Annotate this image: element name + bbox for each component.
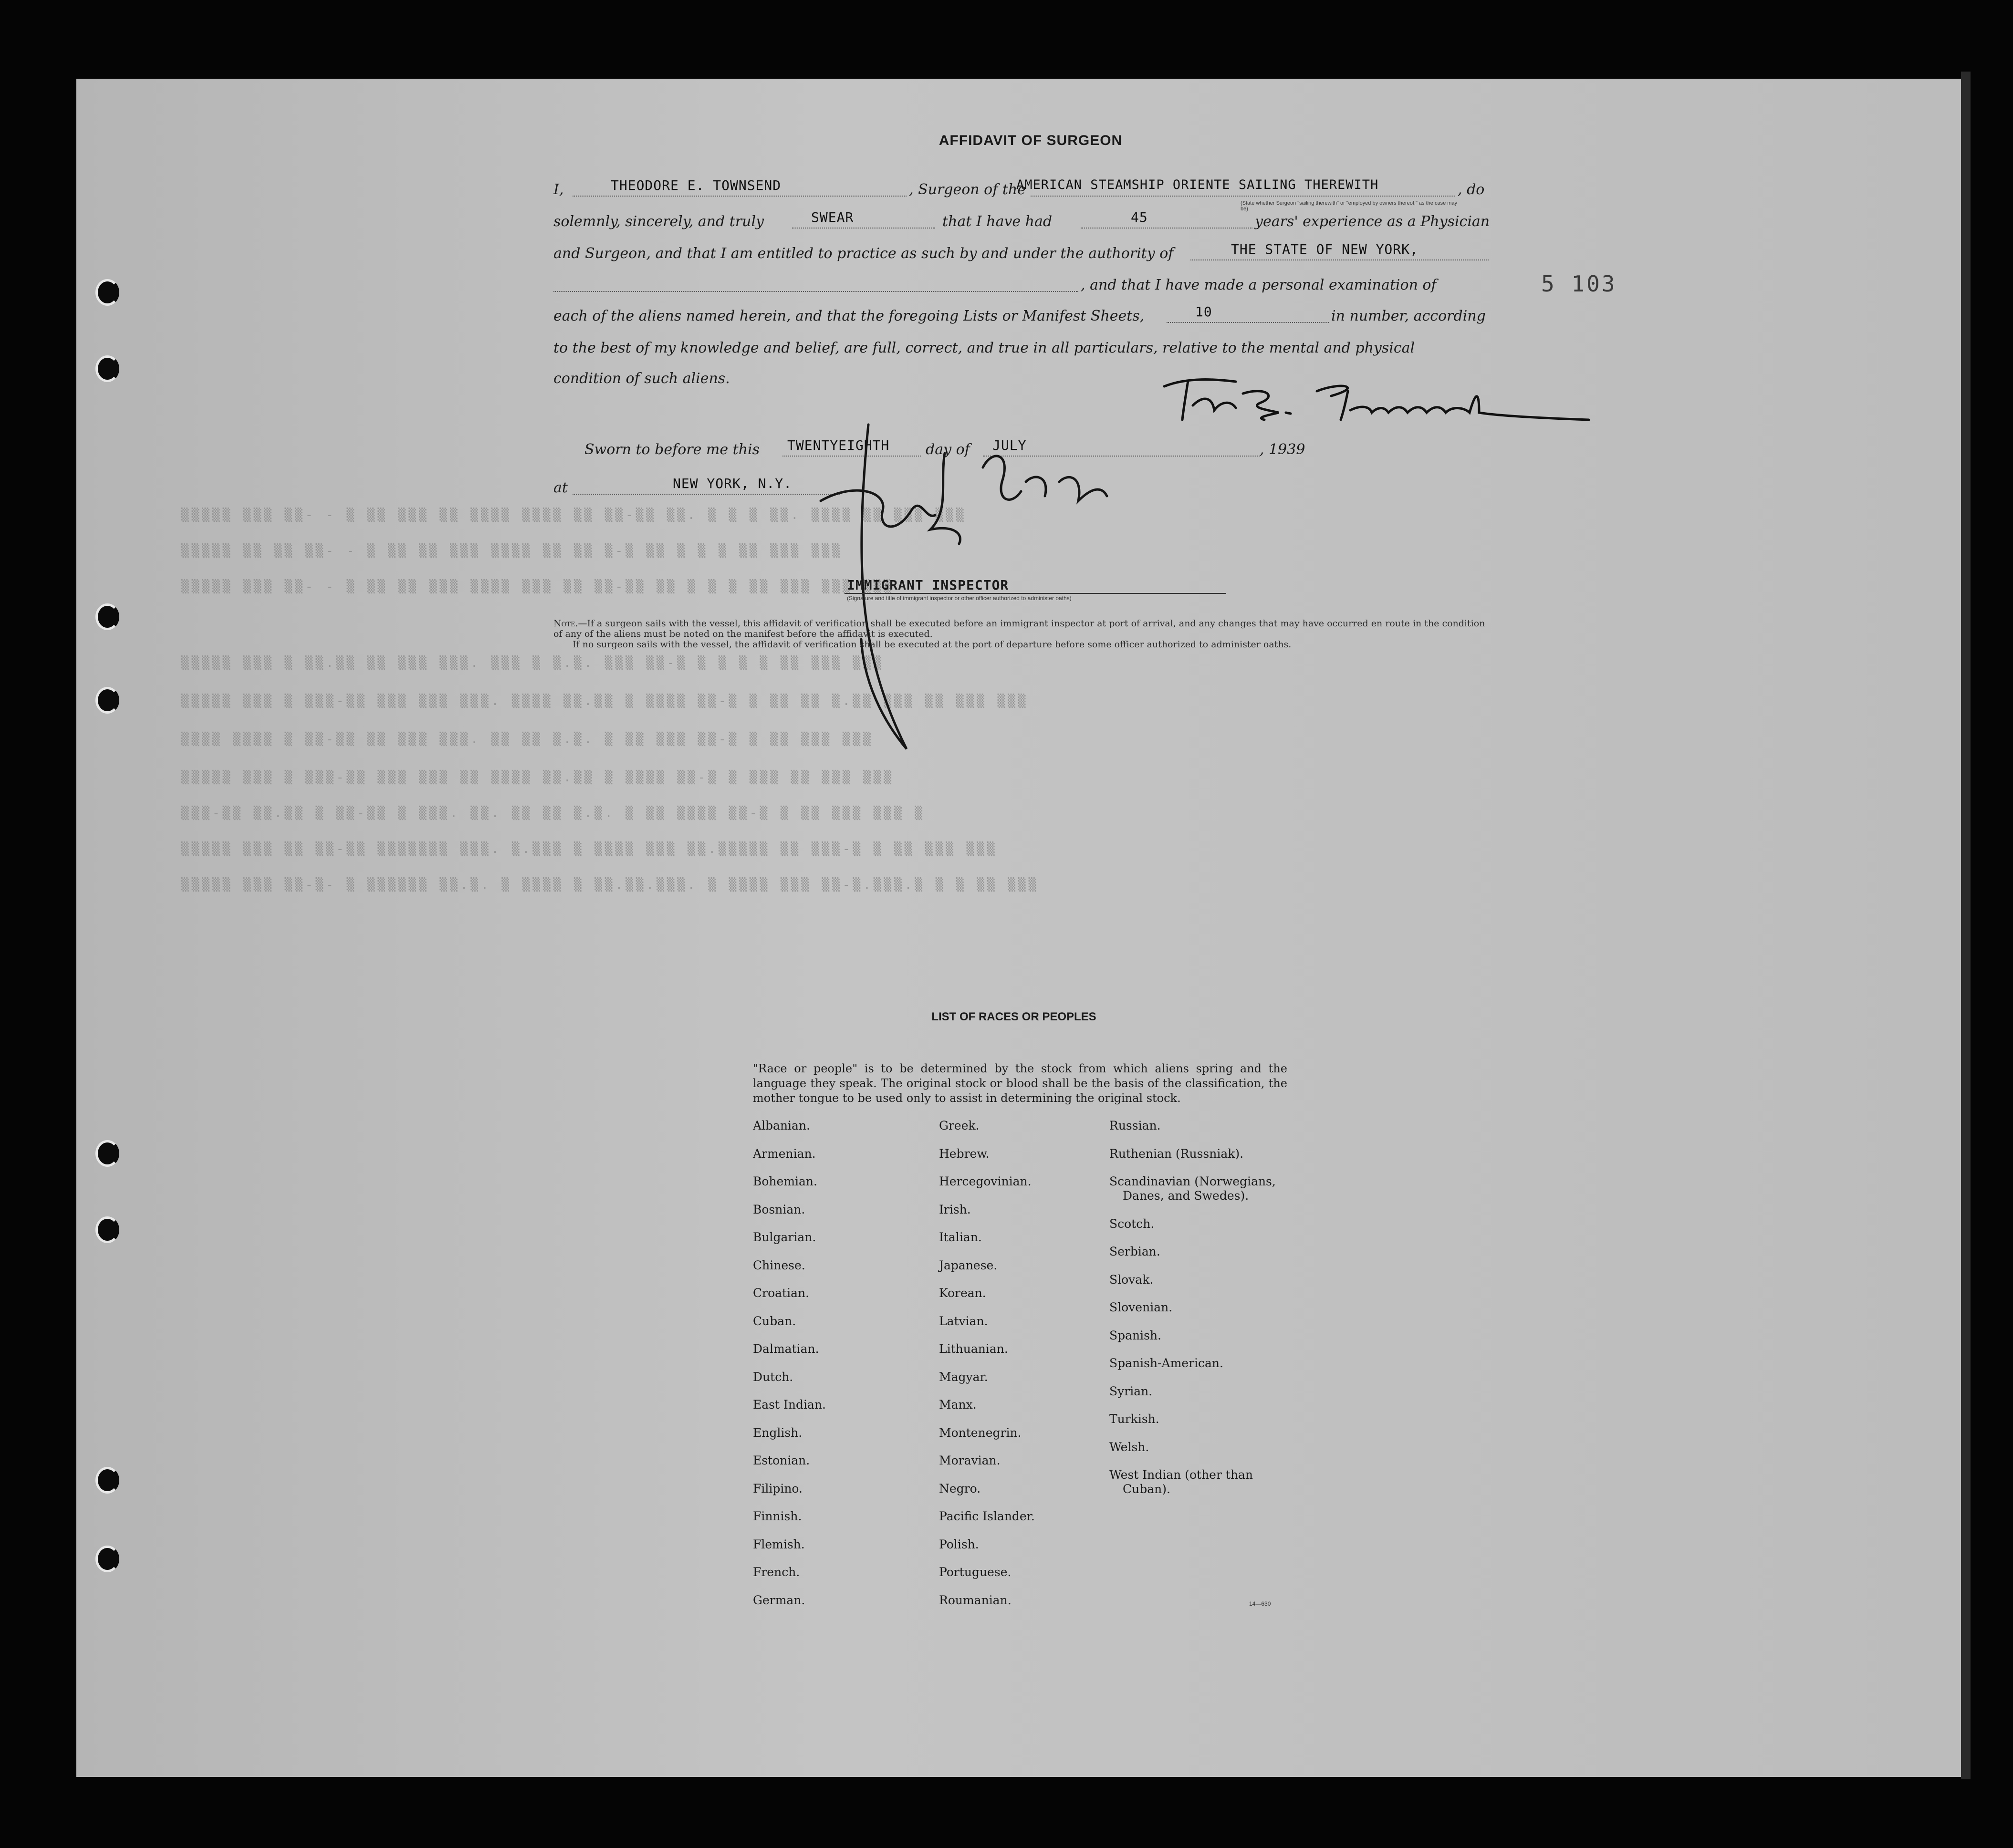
- race-item: Pacific Islander.: [939, 1509, 1035, 1523]
- years-experience: 45: [1131, 209, 1148, 225]
- race-item: Dalmatian.: [753, 1342, 819, 1356]
- sworn-month: JULY: [992, 437, 1027, 453]
- race-item: Polish.: [939, 1537, 979, 1551]
- race-item: Flemish.: [753, 1537, 805, 1551]
- race-item: Moravian.: [939, 1453, 1001, 1467]
- races-intro: "Race or people" is to be determined by the stock from which aliens spring and the language they speak. The original stock or blood shall be the basis of the classification, the mother tongue to be used only to assist in determining the original stock.: [753, 1062, 1287, 1105]
- races-column-2: [939, 1119, 1035, 1621]
- race-item: Chinese.: [753, 1258, 805, 1272]
- race-item: Albanian.: [753, 1119, 811, 1132]
- bleed-through-row: ▒▒▒-▒▒ ▒▒.▒▒ ▒ ▒▒-▒▒ ▒ ▒▒▒. ▒▒. ▒▒ ▒▒ ▒.▒. ▒ ▒▒ ▒▒▒▒ ▒▒-▒ ▒ ▒▒ ▒▒▒ ▒▒▒ ▒: [181, 806, 926, 820]
- race-item: Russian.: [1109, 1119, 1161, 1132]
- race-item: Slovak.: [1109, 1272, 1154, 1287]
- affidavit-line-4: [553, 277, 1489, 298]
- page-edge: [1961, 72, 1971, 1779]
- race-item: Magyar.: [939, 1370, 988, 1384]
- race-item: Spanish-American.: [1109, 1356, 1223, 1370]
- race-item: West Indian (other than: [1109, 1468, 1253, 1482]
- race-item: Roumanian.: [939, 1593, 1012, 1607]
- inspector-caption: (Signature and title of immigrant inspector or other officer authorized to administer oaths): [847, 595, 1072, 602]
- note-text: —If a surgeon sails with the vessel, this affidavit of verification shall be executed before an immigrant inspector at port of arrival, and any changes that may have occurred en route in the condition of any of the aliens must be noted on the manifest before the affidavit is executed.: [553, 618, 1485, 639]
- race-item: Croatian.: [753, 1286, 810, 1300]
- vessel-name: AMERICAN STEAMSHIP ORIENTE SAILING THEREWITH: [1016, 177, 1379, 192]
- affidavit-line-2: [553, 209, 1490, 234]
- races-title: LIST OF RACES OR PEOPLES: [931, 1010, 1096, 1023]
- binder-hole-icon: [95, 279, 119, 306]
- form-number: 14—630: [1249, 1600, 1271, 1607]
- race-item: Hebrew.: [939, 1146, 990, 1161]
- sworn-middle: day of: [926, 441, 970, 458]
- bleed-through-row: ▒▒▒▒▒ ▒▒▒ ▒▒ ▒▒-▒▒ ▒▒▒▒▒▒▒ ▒▒▒. ▒.▒▒▒ ▒ ▒▒▒▒ ▒▒▒ ▒▒.▒▒▒▒▒ ▒▒ ▒▒▒-▒ ▒ ▒▒ ▒▒▒ ▒▒▒: [181, 842, 998, 856]
- race-item: Turkish.: [1109, 1412, 1159, 1426]
- race-item: German.: [753, 1593, 805, 1607]
- affidavit-line-6: to the best of my knowledge and belief, are full, correct, and true in all particulars, relative to the mental and physical: [553, 340, 1415, 356]
- vessel-field-caption: (State whether Surgeon "sailing therewith" or "employed by owners thereof," as the case may be): [1241, 200, 1458, 212]
- oath-word: SWEAR: [811, 209, 854, 225]
- bleed-through-row: ▒▒▒▒▒ ▒▒▒ ▒ ▒▒▒-▒▒ ▒▒▒ ▒▒▒ ▒▒▒. ▒▒▒▒ ▒▒.▒▒ ▒ ▒▒▒▒ ▒▒-▒ ▒ ▒▒ ▒▒ ▒.▒▒ ▒▒▒ ▒▒ ▒▒▒ ▒▒▒: [181, 694, 1029, 708]
- line3-prefix: and Surgeon, and that I am entitled to practice as such by and under the authority of: [553, 245, 1174, 262]
- bleed-through-row: ▒▒▒▒▒ ▒▒▒ ▒ ▒▒.▒▒ ▒▒ ▒▒▒ ▒▒▒. ▒▒▒ ▒ ▒.▒. ▒▒▒ ▒▒-▒ ▒ ▒ ▒ ▒ ▒▒ ▒▒▒ ▒▒▒: [181, 656, 884, 670]
- race-item: Finnish.: [753, 1509, 802, 1523]
- race-item: Lithuanian.: [939, 1342, 1008, 1356]
- affidavit-line-7: condition of such aliens.: [553, 370, 730, 387]
- stamp-number: 5 103: [1541, 271, 1617, 297]
- bleed-through-row: ▒▒▒▒▒ ▒▒▒ ▒▒- - ▒ ▒▒ ▒▒▒ ▒▒ ▒▒▒▒ ▒▒▒▒ ▒▒ ▒▒-▒▒ ▒▒. ▒ ▒ ▒ ▒▒. ▒▒▒▒ ▒▒ ▒▒▒ ▒▒▒: [181, 508, 967, 522]
- binder-hole-icon: [95, 1216, 119, 1243]
- race-item: East Indian.: [753, 1398, 826, 1412]
- bleed-through-row: ▒▒▒▒ ▒▒▒▒ ▒ ▒▒-▒▒ ▒▒ ▒▒▒ ▒▒▒. ▒▒ ▒▒ ▒.▒. ▒ ▒▒ ▒▒▒ ▒▒-▒ ▒ ▒▒ ▒▒▒ ▒▒▒: [181, 732, 874, 747]
- line2-suffix: years' experience as a Physician: [1255, 213, 1490, 230]
- race-item: Bohemian.: [753, 1174, 817, 1188]
- line1-middle: , Surgeon of the: [909, 181, 1026, 198]
- race-item: Manx.: [939, 1398, 977, 1412]
- inspector-title: IMMIGRANT INSPECTOR: [847, 577, 1009, 593]
- affidavit-line-5: [553, 304, 1489, 329]
- race-item: Bosnian.: [753, 1202, 805, 1216]
- race-item: Portuguese.: [939, 1565, 1012, 1579]
- race-item: Scotch.: [1109, 1216, 1155, 1231]
- race-item: Dutch.: [753, 1370, 793, 1384]
- race-item: Irish.: [939, 1202, 971, 1216]
- race-item: Italian.: [939, 1230, 982, 1244]
- line5-suffix: in number, according: [1331, 308, 1486, 324]
- line1-suffix: , do: [1458, 181, 1485, 198]
- affidavit-line-3: [553, 241, 1489, 266]
- race-item: Cuban.: [753, 1314, 796, 1328]
- bleed-through-row: ▒▒▒▒▒ ▒▒▒ ▒▒-▒- ▒ ▒▒▒▒▒▒ ▒▒.▒. ▒ ▒▒▒▒ ▒ ▒▒.▒▒.▒▒▒. ▒ ▒▒▒▒ ▒▒▒ ▒▒-▒.▒▒▒.▒ ▒ ▒ ▒▒ ▒▒▒: [181, 878, 1039, 892]
- race-item: Latvian.: [939, 1314, 988, 1328]
- race-item: Scandinavian (Norwegians,: [1109, 1174, 1276, 1188]
- race-item: Japanese.: [939, 1258, 998, 1272]
- binder-hole-icon: [95, 1467, 119, 1494]
- sworn-year: , 1939: [1260, 441, 1305, 458]
- affidavit-title: AFFIDAVIT OF SURGEON: [939, 133, 1123, 148]
- surgeon-signature: [1159, 367, 1608, 429]
- race-item: English.: [753, 1425, 803, 1440]
- race-item: Ruthenian (Russniak).: [1109, 1146, 1244, 1161]
- affidavit-line-1: [553, 177, 1489, 202]
- binder-hole-icon: [95, 687, 119, 714]
- sworn-day: TWENTYEIGHTH: [787, 437, 890, 453]
- race-item: Slovenian.: [1109, 1300, 1173, 1314]
- note-text-2: If no surgeon sails with the vessel, the affidavit of verification shall be executed at the port of departure before some officer authorized to administer oaths.: [573, 639, 1292, 650]
- binder-hole-icon: [95, 603, 119, 630]
- binder-hole-icon: [95, 355, 119, 382]
- race-item: Korean.: [939, 1286, 986, 1300]
- race-item: Danes, and Swedes).: [1123, 1189, 1249, 1203]
- bleed-through-row: ▒▒▒▒▒ ▒▒▒ ▒ ▒▒▒-▒▒ ▒▒▒ ▒▒▒ ▒▒ ▒▒▒▒ ▒▒.▒▒ ▒ ▒▒▒▒ ▒▒-▒ ▒ ▒▒▒ ▒▒ ▒▒▒ ▒▒▒: [181, 770, 895, 785]
- binder-hole-icon: [95, 1546, 119, 1572]
- race-item: Negro.: [939, 1481, 981, 1495]
- bleed-through-row: ▒▒▒▒▒ ▒▒ ▒▒ ▒▒- - ▒ ▒▒ ▒▒ ▒▒▒ ▒▒▒▒ ▒▒ ▒▒ ▒-▒ ▒▒ ▒ ▒ ▒ ▒▒ ▒▒▒ ▒▒▒: [181, 544, 843, 558]
- race-item: Filipino.: [753, 1481, 803, 1495]
- race-item: Spanish.: [1109, 1328, 1162, 1342]
- race-item: Armenian.: [753, 1146, 816, 1161]
- practice-authority: THE STATE OF NEW YORK,: [1231, 241, 1418, 257]
- at-prefix: at: [553, 479, 568, 496]
- race-item: Hercegovinian.: [939, 1174, 1032, 1188]
- line2-middle: that I have had: [942, 213, 1053, 230]
- race-item: Bulgarian.: [753, 1230, 816, 1244]
- sworn-prefix: Sworn to before me this: [584, 441, 760, 458]
- line5-prefix: each of the aliens named herein, and that the foregoing Lists or Manifest Sheets,: [553, 308, 1145, 324]
- races-column-1: [753, 1119, 826, 1621]
- binder-hole-icon: [95, 1140, 119, 1167]
- race-item: Serbian.: [1109, 1245, 1160, 1258]
- race-item: Estonian.: [753, 1453, 810, 1467]
- race-item: Cuban).: [1123, 1482, 1170, 1496]
- line1-prefix: I,: [553, 181, 564, 198]
- races-column-3: [1109, 1119, 1276, 1510]
- affidavit-note: [553, 618, 1489, 650]
- race-item: French.: [753, 1565, 800, 1579]
- race-item: Welsh.: [1109, 1440, 1149, 1454]
- note-lead: Note.: [553, 618, 578, 629]
- manifest-sheet-count: 10: [1195, 304, 1212, 320]
- sworn-place: NEW YORK, N.Y.: [673, 476, 793, 491]
- race-item: Syrian.: [1109, 1384, 1153, 1398]
- surgeon-name: THEODORE E. TOWNSEND: [611, 177, 782, 193]
- race-item: Greek.: [939, 1119, 980, 1132]
- bleed-through-row: ▒▒▒▒▒ ▒▒▒ ▒▒- - ▒ ▒▒ ▒▒ ▒▒▒ ▒▒▒▒ ▒▒▒ ▒▒ ▒▒-▒▒ ▒▒ ▒ ▒ ▒ ▒▒ ▒▒▒ ▒▒▒ ▒▒▒: [181, 580, 895, 594]
- race-item: Montenegrin.: [939, 1425, 1022, 1440]
- line4-text: , and that I have made a personal examination of: [1081, 277, 1437, 293]
- line2-prefix: solemnly, sincerely, and truly: [553, 213, 764, 230]
